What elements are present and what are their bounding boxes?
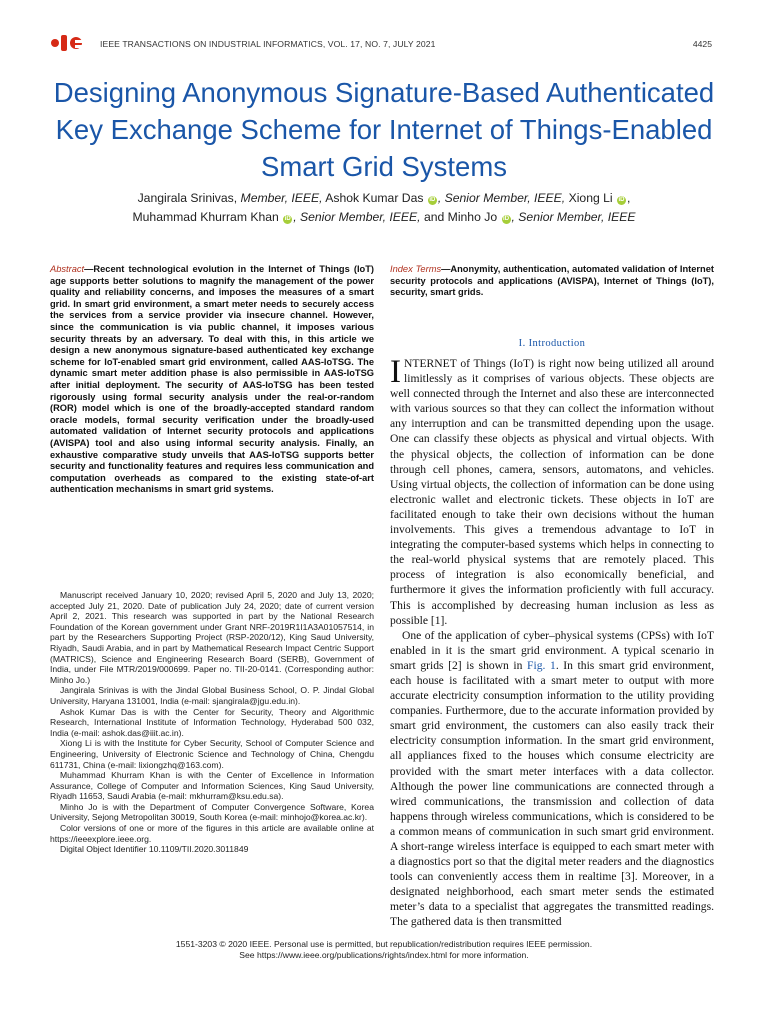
figure-link[interactable]: Fig. 1 [527,658,556,672]
footnote: Ashok Kumar Das is with the Center for Security, Theory and Algorithmic Research, International Institute of Information Technology, Hyderabad 500 032, India (e-mail: ashok.das@iiit.ac.in). [50,706,374,738]
author-list: Jangirala Srinivas, Member, IEEE, Ashok Kumar Das iD , Senior Member, IEEE, Xiong Li iD , Muhammad Khurram Khan iD , Senior Member, IEEE, and Minho Jo iD , Senior Member, IEEE [132,191,636,224]
footnote: Minho Jo is with the Department of Computer Convergence Software, Korea University, Sejong Metropolitan 30019, South Korea (e-mail: minhojo@korea.ac.kr). [50,801,374,823]
index-terms [390,264,714,299]
orcid-icon[interactable]: iD [284,216,291,222]
page-number: 4425 [692,39,712,49]
footnote: Color versions of one or more of the figures in this article are available online at https://ieeexplore.ieee.org. [50,823,374,844]
index-terms-label: Index Terms [390,264,442,274]
drop-cap: I [390,354,401,390]
footnote: Xiong Li is with the Institute for Cyber Security, School of Computer Science and Engineering, University of Electronic Science and Technology of China, Chengdu 611731, China (e-mail: lixiongzhq@163.com). [50,738,374,770]
author-role: , Senior Member, IEEE, [293,210,421,224]
paper-title: Designing Anonymous Signature-Based Authenticated Key Exchange Scheme for Internet of Things-Enabled Smart Grid Systems [53,77,715,182]
author-role: , Senior Member, IEEE, [437,191,566,205]
orcid-icon[interactable]: iD [618,197,625,203]
author-name: and Minho Jo [423,210,498,224]
author-role: Member, IEEE, [240,191,323,205]
paragraph: INTERNET of Things (IoT) is right now being utilized all around limitlessly as it comprises of various objects. These objects are well connected through the Internet and also these are interconnected with various sources so that they can collect the information without any interruption and can be transmitted depending upon the usage. One can classify these objects as physical and virtual objects. With the physical objects, the collection of information can be done through cell phones, camera, sensors, automatons, and vehicles. Using virtual objects, the collection of information can be done using electronic wallet and electronic tickets. These objects in IoT are facilitated enough to take their own decisions without the human involvements. This gives a tremendous advantage to IoT in integrating the computer-based systems which helps in connecting to the real-world physical systems that are remotely placed. This process of integration is also economically beneficial, and furthermore it gives the information proficiently with full accuracy. This is accomplished by decreasing human inclusion as less as possible [1]. [390,354,714,627]
introduction-body [390,356,714,930]
rights-link[interactable]: See https://www.ieee.org/publications/rights/index.html for more information. [239,950,529,961]
page-header [49,36,712,54]
author-role: , Senior Member, IEEE [511,210,636,224]
author-name: Ashok Kumar Das [325,191,424,205]
footnote: Muhammad Khurram Khan is with the Center of Excellence in Information Assurance, College of Computer and Information Sciences, King Saud University, Riyadh 11653, Saudi Arabia (e-mail: mkhurram@ksu.edu.sa). [50,770,374,802]
paragraph: One of the application of cyber–physical systems (CPSs) with IoT enabled in it is the smart grid environment. A typical scenario in smart grids [2] is shown in Fig. 1. In this smart grid environment, each house is facilitated with a smart meter to output with more accurate electricity consumption information to the utility providing companies. Furthermore, due to the accurate information provided by smart grid environment, the customers can also easily track their electricity consumption information. In the smart grid environment, all appliances fixed to the houses which consume electricity are provided with the smart meter interfaces with a data collector. Although the power line communications are connected through a wired communications, the transmission and collection of data happens through wireless communications, which is considered to be a common means of communication in such smart grid environment. A short-range wireless interface is equipped to each smart meter with a diagnostics port so that the digital meter readers and the diagnostics tools can conveniently access them in realtime [3]. Moreover, in a designated neighborhood, each smart meter sends the estimated meter’s data to a specialist that aggregates the transmitted readings. The gathered data is then transmitted [390,628,715,929]
orcid-icon[interactable]: iD [503,216,510,222]
author-name: Xiong Li [568,191,613,205]
author-name: Muhammad Khurram Khan [132,210,279,224]
footnote: Digital Object Identifier 10.1109/TII.2020.3011849 [60,844,249,855]
index-terms-text: —Anonymity, authentication, automated validation of Internet security protocols and applications (AVISPA), Internet of Things (IoT), security, smart grids. [390,264,714,298]
svg-text:ies: ies [49,50,53,54]
journal-name: IEEE TRANSACTIONS ON INDUSTRIAL INFORMATICS, VOL. 17, NO. 7, JULY 2021 [100,39,436,49]
author-name: Jangirala Srinivas, [137,191,238,205]
footnote: Manuscript received January 10, 2020; revised April 5, 2020 and July 13, 2020; accepted July 21, 2020. Date of publication July 24, 2020; date of current version April 2, 2021. This research was supported in part by the National Research Foundation of the Korean government under Grant NRF-2019R1I1A3A01057514, in part by the Researchers Supporting Project (RSP-2020/12), King Saud University, Riyadh, Saudi Arabia, and in part by Mathematical Research Impact Centric Support (MATRICS), Science and Engineering Research Board (SERB), Government of India, under File MTR/2019/000699. Paper no. TII-20-0141. (Corresponding author: Minho Jo.) [50,590,374,685]
abstract-label: Abstract [50,264,85,274]
ies-logo-icon [49,32,89,54]
footnotes [50,590,374,855]
abstract [50,264,374,496]
orcid-icon[interactable]: iD [429,197,436,203]
copyright-footer [40,939,728,962]
footnote: Jangirala Srinivas is with the Jindal Global Business School, O. P. Jindal Global University, Haryana 131001, India (e-mail: sjangirala@jgu.edu.in). [50,685,374,706]
section-heading: I. Introduction [518,338,586,349]
abstract-text: —Recent technological evolution in the Internet of Things (IoT) age supports better solutions to magnify the management of the power quality and reliability concerns, and imposes the measures of a smart grid. In smart grid environment, a smart meter needs to securely access the services from a service provider via insecure channel. However, since the communication is via public channel, it imposes various security threats by an adversary. To deal with this, in this article we design a new anonymous signature-based authenticated key exchange scheme for IoT-enabled smart grid environment, called AAS-IoTSG. The dynamic smart meter addition phase is also permissible in AAS-IoTSG after initial deployment. The security of AAS-IoTSG has been tested rigorously using formal security analysis under the real-or-random (ROR) model which is one of the broadly-accepted standard random oracle models, formal security verification under the broadly-used automated validation of Internet security protocols and applications (AVISPA) tool and also using informal security analysis. Finally, an exhaustive comparative study unveils that AAS-IoTSG supports better security and functionality features and requires less communication and computation overheads as compared to the existing state-of-art authentication mechanisms in smart grid systems. [50,264,374,495]
copyright-line: 1551-3203 © 2020 IEEE. Personal use is permitted, but republication/redistribution requires IEEE permission. [175,939,593,949]
